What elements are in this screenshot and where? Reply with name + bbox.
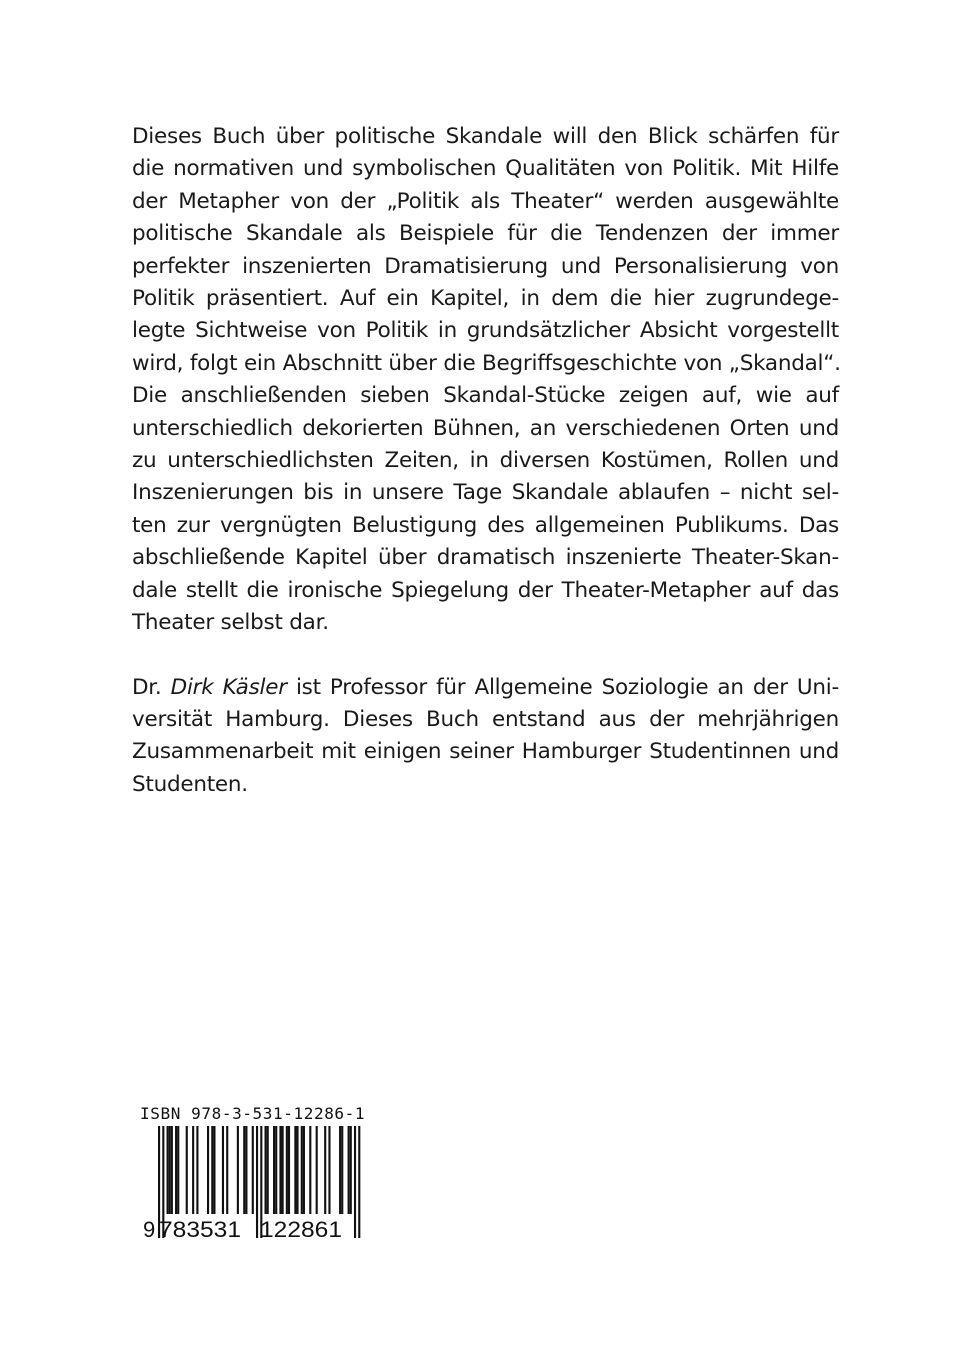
barcode-bar xyxy=(256,1126,258,1238)
barcode-bar xyxy=(237,1126,239,1214)
text-line: Theater selbst dar. xyxy=(132,610,329,636)
barcode-left-digits: 783531 xyxy=(159,1217,241,1242)
barcode-bar xyxy=(316,1126,318,1214)
barcode-bar xyxy=(175,1126,177,1214)
text-line: ten zur vergnügten Belustigung des allgemeinen Publikums. Das xyxy=(132,512,839,538)
barcode-bar xyxy=(324,1126,326,1214)
back-cover-blurb xyxy=(132,121,839,801)
text-line: Zusammenarbeit mit einigen seiner Hamburger Studentinnen und xyxy=(132,739,839,765)
barcode-bar xyxy=(282,1126,284,1214)
barcode-bar xyxy=(273,1126,275,1214)
text-line: die normativen und symbolischen Qualitäten von Politik. Mit Hilfe xyxy=(132,156,839,182)
text-line: dale stellt die ironische Spiegelung der Theater-Metapher auf das xyxy=(132,577,839,603)
barcode-bar xyxy=(279,1126,281,1214)
barcode-bar xyxy=(288,1126,290,1214)
text-line: Inszenierungen bis in unsere Tage Skandale ablaufen – nicht sel- xyxy=(132,480,839,506)
barcode-bar xyxy=(169,1126,171,1214)
text-line: abschließende Kapitel über dramatisch inszenierte Theater-Skan- xyxy=(132,545,839,571)
barcode-bar xyxy=(267,1126,269,1214)
author-name: Dirk Käsler xyxy=(170,674,287,700)
text-line: Studenten. xyxy=(132,771,248,797)
barcode-bar xyxy=(177,1126,179,1214)
barcode-bar xyxy=(358,1126,360,1238)
barcode-first-digit: 9 xyxy=(143,1217,156,1242)
text-line: zu unterschiedlichsten Zeiten, in diversen Kostümen, Rollen und xyxy=(132,448,839,474)
barcode-bar xyxy=(339,1126,341,1214)
text-line: der Metapher von der „Politik als Theater“ werden ausgewählte xyxy=(132,188,839,214)
barcode-bar xyxy=(296,1126,298,1214)
barcode-bar xyxy=(226,1126,228,1214)
barcode-right-digits: 122861 xyxy=(260,1217,342,1242)
isbn-barcode xyxy=(140,1104,390,1242)
barcode-bar xyxy=(252,1126,254,1214)
author-paragraph xyxy=(132,672,839,802)
barcode-bar xyxy=(294,1126,296,1214)
barcode-bar xyxy=(171,1126,173,1214)
barcode-bar xyxy=(303,1126,305,1214)
barcode-bar xyxy=(245,1126,247,1214)
barcode-bar xyxy=(341,1126,343,1214)
barcode-graphic xyxy=(140,1126,366,1242)
barcode-bar xyxy=(186,1126,188,1214)
text-line: unterschiedlich dekorierten Bühnen, an verschiedenen Orten und xyxy=(132,415,839,441)
author-line-rest: ist Professor für Allgemeine Soziologie an der Uni- xyxy=(295,674,840,700)
barcode-bar xyxy=(301,1126,303,1214)
barcode-bar xyxy=(222,1126,224,1214)
barcode-bar xyxy=(265,1126,267,1214)
barcode-bar xyxy=(286,1126,288,1214)
barcode-bar xyxy=(196,1126,198,1214)
barcode-bar xyxy=(211,1126,213,1214)
description-paragraph xyxy=(132,121,839,640)
text-line: Die anschließenden sieben Skandal-Stücke zeigen auf, wie auf xyxy=(132,383,839,409)
barcode-bar xyxy=(350,1126,352,1214)
barcode-bar xyxy=(309,1126,311,1214)
barcode-bar xyxy=(275,1126,277,1214)
text-line: politische Skandale als Beispiele für die Tendenzen der immer xyxy=(132,221,839,247)
barcode-bar xyxy=(213,1126,215,1214)
barcode-bar xyxy=(167,1126,169,1214)
barcode-bar xyxy=(192,1126,194,1214)
barcode-bar xyxy=(243,1126,245,1214)
author-prefix: Dr. xyxy=(132,674,162,700)
barcode-bar xyxy=(354,1126,356,1238)
text-line: wird, folgt ein Abschnitt über die Begriffsgeschichte von „Skandal“. xyxy=(132,350,841,376)
text-line: Politik präsentiert. Auf ein Kapitel, in dem die hier zugrundege- xyxy=(132,286,839,312)
barcode-bar xyxy=(348,1126,350,1214)
author-first-line xyxy=(132,672,839,704)
barcode-bar xyxy=(207,1126,209,1214)
isbn-label: ISBN 978-3-531-12286-1 xyxy=(140,1104,366,1123)
paragraph-gap xyxy=(132,640,839,672)
barcode-bar xyxy=(328,1126,330,1214)
text-line: versität Hamburg. Dieses Buch entstand aus der mehrjährigen xyxy=(132,706,839,732)
text-line: Dieses Buch über politische Skandale will den Blick schärfen für xyxy=(132,124,839,149)
text-line: perfekter inszenierten Dramatisierung und Personalisierung von xyxy=(132,253,839,279)
text-line: legte Sichtweise von Politik in grundsätzlicher Absicht vorgestellt xyxy=(132,318,839,344)
